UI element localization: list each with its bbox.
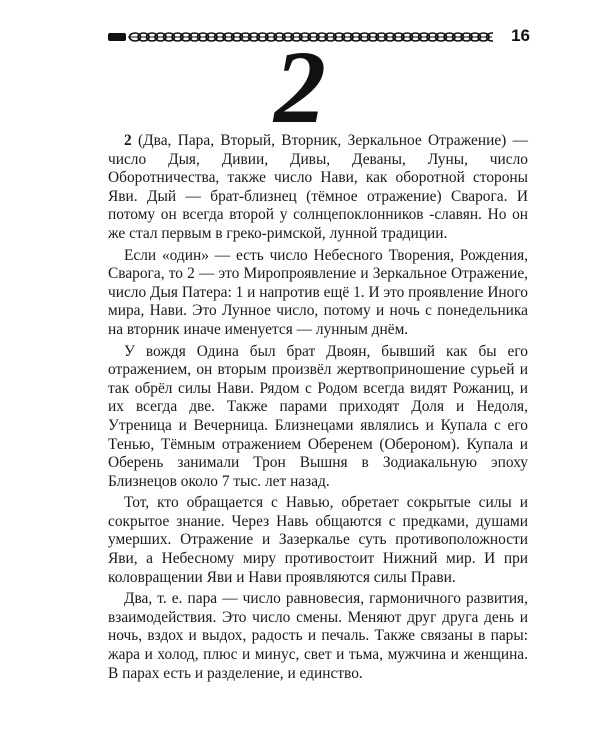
chapter-numeral: 2 (274, 30, 326, 145)
page-number: 16 (511, 26, 530, 45)
article-body (108, 132, 528, 686)
term-headword: 2 (124, 132, 132, 149)
paragraph-1 (108, 132, 528, 244)
paragraph-2: Если «один» — есть число Небесного Творения, Рождения, Сварога, то 2 — это Миропроявление и Зеркальное Отражение, число Дыя Патера: 1 и напротив ещё 1. И это проявление Иного мира, Нави. Это Лунное число, потому и ночь с понедельника на вторник иначе именуется — лунным днём. (108, 246, 528, 338)
paragraph-3: У вождя Одина был брат Двоян, бывший как бы его отражением, он вторым произвёл жертвоприношение сурьей и так обрёл силы Нави. Рядом с Родом всегда видят Рожаниц, и их всегда две. Также парами приходят Доля и Недоля, Утреница и Вечерница. Близнецами являлись и Купала с его Тенью, Тёмным отражением Оберенем (Обероном). Купала и Оберень занимали Трон Вышня в Зодиакальную эпоху Близнецов около 7 тыс. лет назад. (108, 342, 528, 490)
paragraph-1-text: (Два, Пара, Вторый, Вторник, Зеркальное Отражение) — число Дыя, Дивии, Дивы, Деваны, Луны, число Оборотничества, также число Нави, как оборотной стороны Яви. Дый — брат-близнец (тёмное отражение) Сварога. И потому он всегда второй у солнцепоклонников -славян. Но он же стал первым в греко-римской, лунной традиции. (108, 132, 528, 242)
paragraph-5: Два, т. е. пара — число равновесия, гармоничного развития, взаимодействия. Это число смены. Меняют друг друга день и ночь, вздох и выдох, радость и печаль. Также связаны в пары: жара и холод, плюс и минус, свет и тьма, мужчина и женщина. В парах есть и разделение, и единство. (108, 590, 528, 682)
paragraph-4: Тот, кто обращается с Навью, обретает сокрытые силы и сокрытое знание. Через Навь общаются с предками, душами умерших. Отражение и Зазеркалье суть противоположности Яви, а Небесному миру противостоит Нижний мир. И при коловращении Яви и Нави проявляются силы Прави. (108, 494, 528, 586)
